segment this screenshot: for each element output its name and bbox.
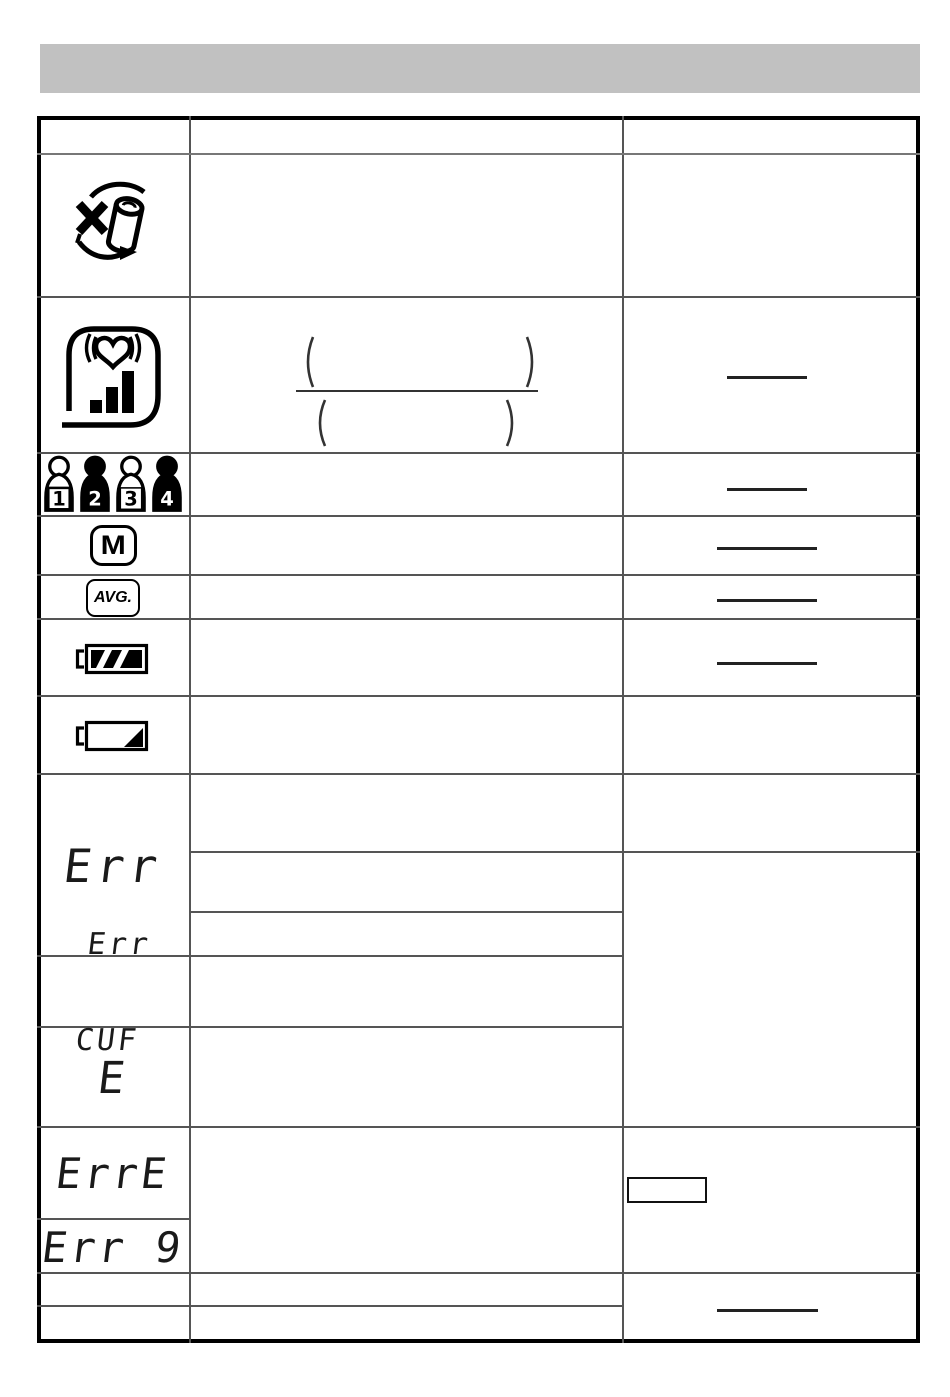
row-line [37, 695, 920, 697]
average-label: AVG. [94, 589, 132, 606]
symbol-cell [37, 318, 189, 434]
symbol-cell [37, 640, 189, 678]
heart-level-indicator-icon [60, 319, 166, 433]
symbol-cell [37, 717, 189, 755]
fraction-top-close-bracket [524, 335, 540, 389]
button-outline [627, 1177, 707, 1203]
svg-text:1: 1 [52, 487, 66, 511]
symbol-cell [37, 175, 189, 273]
column-divider-2 [622, 116, 624, 1343]
section-title-bar [40, 44, 920, 93]
row-line [37, 1272, 920, 1274]
symbol-cell [37, 578, 189, 618]
symbol-cell [37, 524, 189, 566]
symbol-cell [37, 455, 189, 513]
user-1-icon [41, 455, 77, 513]
page-ref-underline [717, 1309, 818, 1312]
row-line-col1 [37, 1218, 190, 1220]
row-line [37, 574, 920, 576]
error-code-err-cuf-line2: CUF [73, 1023, 141, 1058]
row-line [37, 773, 920, 775]
error-code-cell [37, 1148, 189, 1198]
error-code-e: E [94, 1052, 132, 1104]
fraction-bar [296, 390, 538, 392]
error-code-cell [37, 1224, 189, 1270]
fraction-top-open-bracket [300, 335, 316, 389]
battery-low-icon [74, 718, 152, 754]
row-line [37, 452, 920, 454]
average-icon [86, 579, 140, 617]
error-code-cell [37, 1052, 189, 1104]
fraction-bottom-close-bracket [504, 398, 520, 448]
row-line [37, 618, 920, 620]
cuff-wrap-error-icon [65, 176, 161, 272]
error-code-err-cuf-line1: Err [85, 927, 153, 962]
battery-full-icon [74, 641, 152, 677]
row-line [37, 515, 920, 517]
memory-label: M [100, 529, 126, 560]
user-3-icon [113, 455, 149, 513]
sub-row-line-col2 [189, 911, 623, 913]
error-code-err9: Err 9 [39, 1222, 187, 1272]
svg-text:3: 3 [124, 487, 138, 511]
row-line [37, 1126, 920, 1128]
user-2-icon [77, 455, 113, 513]
error-code-err: Err [60, 839, 166, 893]
page-ref-underline [717, 662, 817, 665]
page-ref-underline [727, 488, 807, 491]
memory-icon [90, 525, 137, 566]
svg-text:4: 4 [160, 487, 174, 511]
header-row-line [37, 153, 920, 155]
fraction-bottom-open-bracket [312, 398, 328, 448]
column-divider-1 [189, 116, 191, 1343]
page-ref-underline [727, 376, 807, 379]
page-ref-underline [717, 547, 817, 550]
page-ref-underline [717, 599, 817, 602]
error-code-cell [37, 927, 189, 1058]
user-4-icon [149, 455, 185, 513]
error-code-erre: ErrE [53, 1148, 173, 1198]
row-line-col1-col2 [37, 1305, 623, 1307]
row-line [37, 296, 920, 298]
svg-text:2: 2 [88, 487, 102, 511]
sub-row-line-col2-col3 [189, 851, 920, 853]
